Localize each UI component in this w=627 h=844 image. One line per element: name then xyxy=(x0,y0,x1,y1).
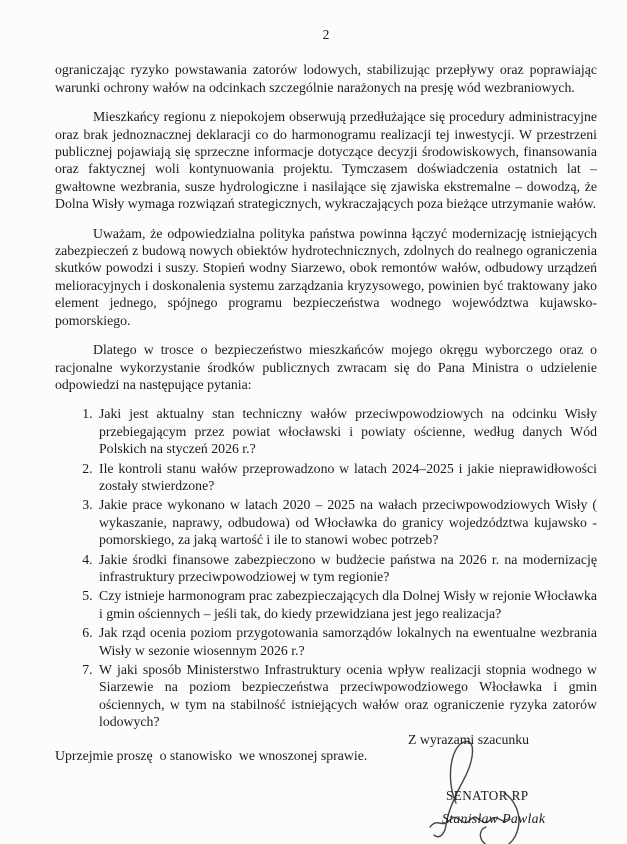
question-item-7: 7. W jaki sposób Ministerstwo Infrastruktury ocenia wpływ realizacji stopnia wodnego w Siarzewie na poziom bezpieczeństwa przeciwpowodziowego Włocławka i gmin ościennych, w tym na stabilność istniejących wałów oraz ograniczenie ryzyka zatorów lodowych? xyxy=(96,661,597,731)
question-item-3: 3. Jakie prace wykonano w latach 2020 – 2025 na wałach przeciwpowodziowych Wisły ( wykaszanie, naprawy, odbudowa) od Włocławka do granicy wojedzództwa kujawsko - pomorskiego, za jaką wartość i ile to stanowi wobec potrzeb? xyxy=(96,496,597,548)
signature-block xyxy=(396,731,606,844)
signoff-text: Z wyrazami szacunku xyxy=(408,732,530,747)
signer-name: Stanisław Pawlak xyxy=(442,811,546,826)
question-item-6: 6. Jak rząd ocenia poziom przygotowania samorządów lokalnych na ewentualne wezbrania Wisły w sezonie wiosennym 2026 r.? xyxy=(96,624,597,659)
question-item-1: 1. Jaki jest aktualny stan techniczny wałów przeciwpowodziowych na odcinku Wisły przebiegającym przez powiat włocławski i powiaty ościenne, według danych Wód Polskich na styczeń 2026 r.? xyxy=(96,405,597,457)
page-number: 2 xyxy=(322,27,330,42)
question-item-5: 5. Czy istnieje harmonogram prac zabezpieczających dla Dolnej Wisły w rejonie Włocławka i gmin ościennych – jeśli tak, do kiedy przewidziana jest jego realizacja? xyxy=(96,587,597,622)
questions-list xyxy=(55,405,597,730)
paragraph-continuation: ograniczając ryzyko powstawania zatorów lodowych, stabilizując przepływy oraz poprawiając warunki ochrony wałów na odcinkach szczególnie narażonych na presję wód wezbraniowych. xyxy=(55,62,597,95)
paragraph-policy-opinion: Uważam, że odpowiedzialna polityka państwa powinna łączyć modernizację istniejących zabezpieczeń z budową nowych obiektów hydrotechnicznych, zdolnych do realnego ograniczenia skutków powodzi i suszy. Stopień wodny Siarzewo, obok remontów wałów, odbudowy urządzeń melioracyjnych i doskonalenia systemu zarządzania kryzysowego, powinien być traktowany jako element jednego, spójnego programu bezpieczeństwa wodnego województwa kujawsko-pomorskiego. xyxy=(55,225,597,328)
paragraph-questions-intro: Dlatego w trosce o bezpieczeństwo mieszkańców mojego okręgu wyborczego oraz o racjonalne wykorzystanie środków publicznych zwracam się do Pana Ministra o udzielenie odpowiedzi na następujące pytania: xyxy=(55,342,597,392)
question-item-2: 2. Ile kontroli stanu wałów przeprowadzono w latach 2024–2025 i jakie nieprawidłowości zostały stwierdzone? xyxy=(96,460,597,495)
closing-line: Uprzejmie proszę o stanowisko we wnoszonej sprawie. xyxy=(55,747,368,763)
paragraph-residents-concern: Mieszkańcy regionu z niepokojem obserwują przedłużające się procedury administracyjne oraz brak jednoznacznej deklaracji co do harmonogramu realizacji tej inwestycji. W przestrzeni publicznej pojawiają się sprzeczne informacje dotyczące decyzji środowiskowych, finansowania oraz faktycznej woli kontynuowania projektu. Tymczasem doświadczenia ostatnich lat – gwałtowne wezbrania, susze hydrologiczne i nasilające się zjawiska ekstremalne – dowodzą, że Dolna Wisły wymaga rozwiązań strategicznych, wykraczających poza bieżące utrzymanie wałów. xyxy=(55,109,597,212)
signer-title: SENATOR RP xyxy=(446,788,529,803)
question-item-4: 4. Jakie środki finansowe zabezpieczono w budżecie państwa na 2026 r. na modernizację infrastruktury przeciwpowodziowej w tym regionie? xyxy=(96,551,597,586)
